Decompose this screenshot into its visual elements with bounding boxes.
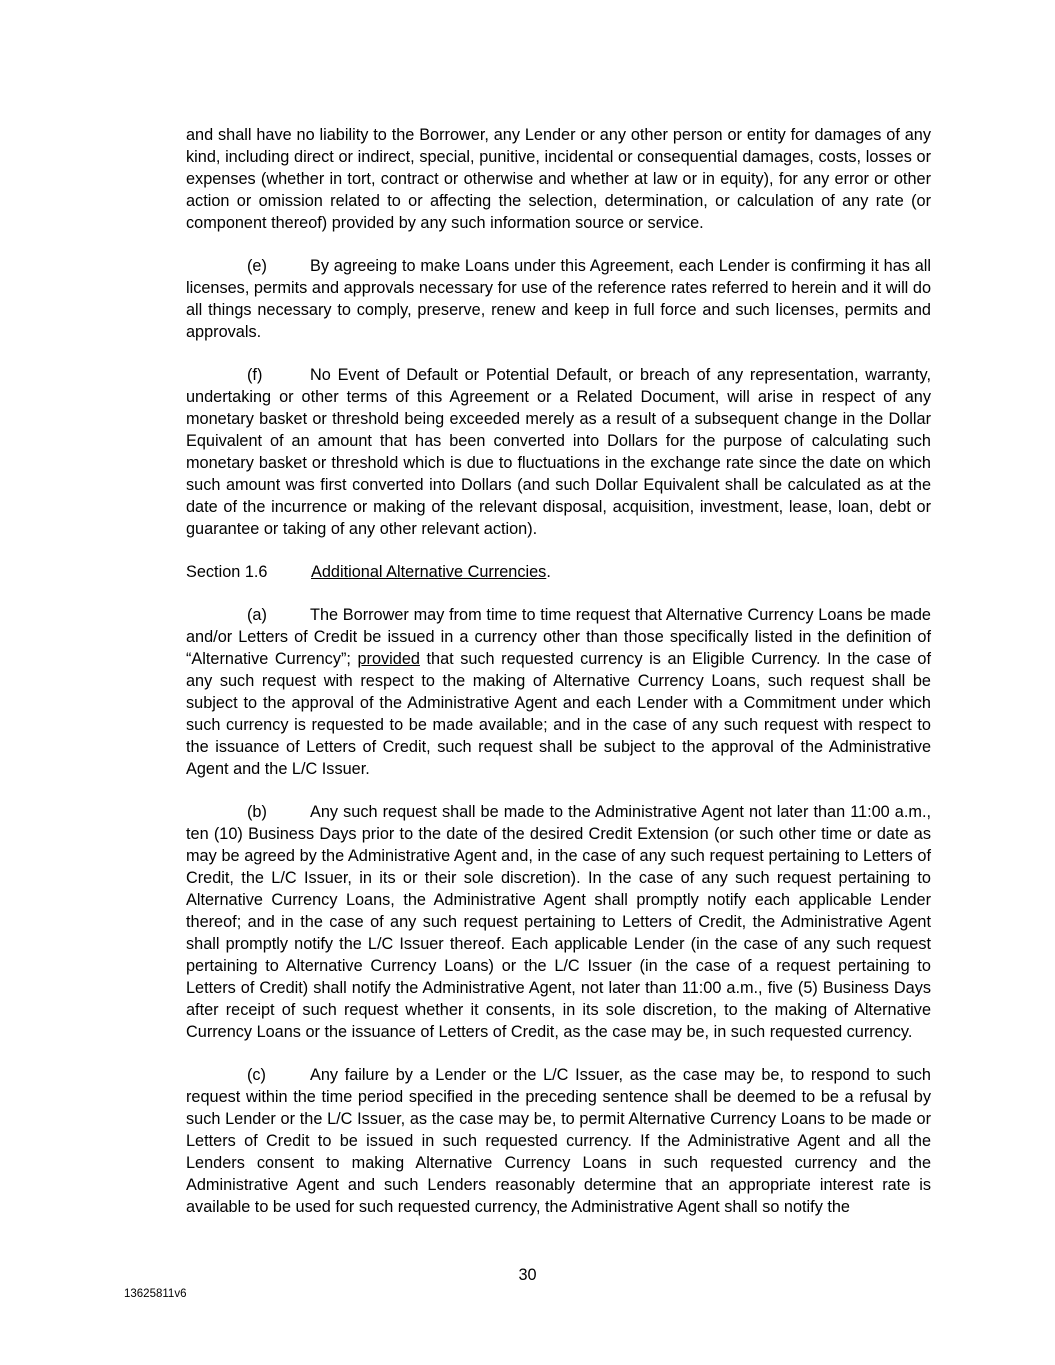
clause-b-text: Any such request shall be made to the Administrative Agent not later than 11:00 a.m., ten (10) Business Days prior to the date of the desired Credit Extension (or such other time or date as may be agreed by the Administrative Agent and, in the case of any such request pertaining to Letters of Credit, the L/C Issuer, in its or their sole discretion). In the case of any such request pertaining to Alternative Currency Loans, the Administrative Agent shall promptly notify each applicable Lender thereof; and in the case of any such request pertaining to Letters of Credit, the Administrative Agent shall promptly notify the L/C Issuer thereof. Each applicable Lender (in the case of any such request pertaining to Alternative Currency Loans) or the L/C Issuer (in the case of a request pertaining to Letters of Credit) shall notify the Administrative Agent, not later than 11:00 a.m., five (5) Business Days after receipt of such request whether it consents, in its sole discretion, to the making of Alternative Currency Loans or the issuance of Letters of Credit, as the case may be, in such requested currency.	[186, 803, 931, 1041]
section-number: Section 1.6	[186, 563, 268, 581]
section-title: Additional Alternative Currencies	[311, 563, 547, 581]
clause-f-label: (f)	[247, 366, 263, 384]
clause-f-text: No Event of Default or Potential Default, or breach of any representation, warranty, undertaking or other terms of this Agreement or a Related Document, will arise in respect of any monetary basket or threshold being exceeded merely as a result of a subsequent change in the Dollar Equivalent of an amount that has been converted into Dollars for the purpose of calculating such monetary basket or threshold which is due to fluctuations in the exchange rate since the date on which such amount was first converted into Dollars (and such Dollar Equivalent shall be calculated as at the date of the incurrence or making of the relevant disposal, acquisition, investment, lease, loan, debt or guarantee or taking of any other relevant action).	[186, 366, 931, 538]
clause-a-text-2: that such requested currency is an Eligible Currency. In the case of any such request with respect to the making of Alternative Currency Loans, such request shall be subject to the approval of the Administrative Agent and each Lender with a Commitment under which such currency is requested to be made available; and in the case of any such request with respect to the issuance of Letters of Credit, such request shall be subject to the approval of the Administrative Agent and the L/C Issuer.	[186, 650, 931, 778]
clause-c	[186, 1064, 931, 1218]
document-body	[186, 124, 931, 1239]
clause-a-text-1: The Borrower may from time to time request that Alternative Currency Loans be made and/or Letters of Credit be issued in a currency other than those specifically listed in the definition of “Alternative Currency”;	[186, 606, 931, 668]
clause-e-text: By agreeing to make Loans under this Agreement, each Lender is confirming it has all licenses, permits and approvals necessary for use of the reference rates referred to herein and it will do all things necessary to comply, preserve, renew and keep in full force and such licenses, permits and approvals.	[186, 257, 931, 341]
clause-f	[186, 364, 931, 540]
document-id: 13625811v6	[124, 1288, 187, 1300]
clause-c-label: (c)	[247, 1066, 266, 1084]
continuation-paragraph	[186, 124, 931, 234]
clause-a-provided: provided	[357, 650, 420, 668]
clause-e-label: (e)	[247, 257, 267, 275]
page-number: 30	[518, 1266, 537, 1284]
clause-b	[186, 801, 931, 1043]
clause-e	[186, 255, 931, 343]
clause-a	[186, 604, 931, 780]
clause-b-label: (b)	[247, 803, 267, 821]
clause-c-text: Any failure by a Lender or the L/C Issuer, as the case may be, to respond to such request within the time period specified in the preceding sentence shall be deemed to be a refusal by such Lender or the L/C Issuer, as the case may be, to permit Alternative Currency Loans to be made or Letters of Credit to be issued in such requested currency. If the Administrative Agent and all the Lenders consent to making Alternative Currency Loans in such requested currency and the Administrative Agent and such Lenders reasonably determine that an appropriate interest rate is available to be used for such requested currency, the Administrative Agent shall so notify the	[186, 1066, 931, 1216]
section-title-end: .	[546, 563, 551, 581]
section-heading	[186, 561, 931, 583]
continuation-text: and shall have no liability to the Borrower, any Lender or any other person or entity for damages of any kind, including direct or indirect, special, punitive, incidental or consequential damages, costs, losses or expenses (whether in tort, contract or otherwise and whether at law or in equity), for any error or other action or omission related to or affecting the selection, determination, or calculation of any rate (or component thereof) provided by any such information source or service.	[186, 126, 931, 232]
clause-a-label: (a)	[247, 606, 267, 624]
